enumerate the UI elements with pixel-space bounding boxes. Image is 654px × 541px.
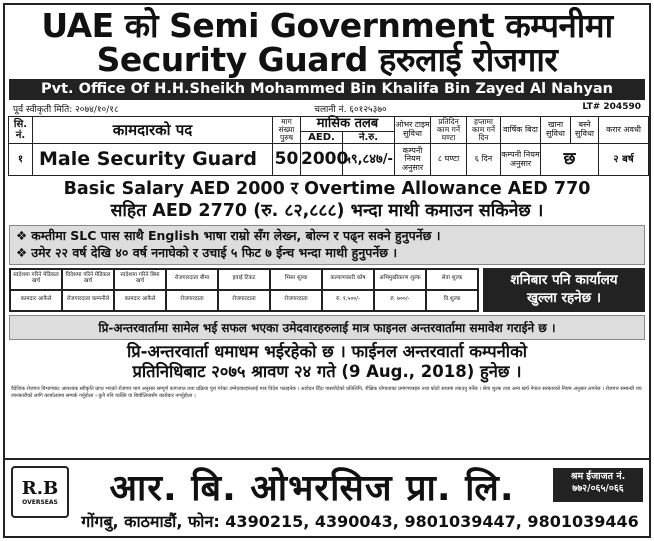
saturday-line2: खुल्ला रहनेछ । — [527, 289, 601, 306]
cost-cell: स्वदेशमा गरिने मेडिकल खर्च — [10, 269, 62, 290]
cost-cell: रोजगारदाता — [166, 290, 218, 311]
diamond-bullet-icon: ❖ — [16, 227, 28, 243]
license-label: श्रम ईजाजत नं. — [570, 471, 626, 482]
cell-npr: ५९,८४७/- — [343, 144, 395, 176]
lt-number: LT# 204590 — [582, 102, 641, 112]
col-contract: करार अवधी — [599, 117, 649, 144]
cost-cell: कल्याणकारी कोष — [322, 269, 374, 290]
cost-cell: भिसा शुल्क — [270, 269, 322, 290]
cost-cell: कामदार आफैले — [114, 290, 166, 311]
headline-line2: Security Guard हरुलाई रोजगार — [96, 40, 558, 79]
cost-cell: हवाई टिकट — [218, 269, 270, 290]
table-header-row — [9, 117, 649, 132]
logo-name: OVERSEAS — [22, 499, 58, 506]
salary-line1: Basic Salary AED 2000 र Overtime Allowance AED 770 — [63, 179, 591, 200]
cost-cell: रोजगारदाता बीमा — [166, 269, 218, 290]
cell-overtime: कम्पनी नियम अनुसार — [395, 144, 431, 176]
cost-cell: कामदार आफैले — [10, 290, 62, 311]
job-table — [8, 116, 649, 176]
employer-bar: Pvt. Office Of H.H.Sheikh Mohammed Bin Khalifa Bin Zayed Al Nahyan — [9, 79, 645, 100]
col-npr: ने.रु. — [343, 132, 395, 144]
fine-print: वैदेशिक रोजगार विभागबाट आवश्यक स्वीकृति प्राप्त भएको रोजगार माग अनुसार सम्पूर्ण कागजात तथा प्रक्रिया पुरा गरेका उम्मेदवारहरुलाई मात्र विदेश पठाइनेछ । आवेदन दिँदा पासपोर्टको प्रतिलिपि, शैक्षिक योग्यताका प्रमाणपत्रहरु तथा फोटो साथमा ल्याउनु पर्नेछ । सेवा शुल्क तथा अन्य खर्च नेपाल सरकारको नियम अनुसार लाग्नेछ । रोजगार सम्बन्धी थप जानकारीको लागि कार्यालयमा सम्पर्क गर्नुहोला । कुनै पनि व्यक्ति वा बिचौलियासँग कारोबार नगर्नुहोला । — [11, 385, 642, 399]
salary-block — [5, 179, 649, 222]
col-post: कामदारको पद — [33, 117, 273, 144]
cost-cell: स्वदेशमा गरिने बिमा खर्च — [114, 269, 166, 290]
col-food: खाना सुविधा — [541, 117, 571, 144]
cost-cell: रु. १,५००/- — [322, 290, 374, 311]
saturday-line1: शनिबार पनि कार्यालय — [510, 272, 618, 289]
salary-line2: सहित AED 2770 (रु. ८२,८८८) भन्दा माथी कमाउन सकिनेछ । — [110, 200, 544, 221]
interview-line2: प्रतिनिधिबाट २०७५ श्रावण २४ गते (9 Aug., 2018) हुनेछ । — [132, 361, 522, 381]
saturday-notice — [483, 268, 645, 312]
col-hours: प्रतिदिन काम गर्ने घण्टा — [431, 117, 467, 144]
table-row — [9, 144, 649, 176]
requirements-box — [9, 225, 645, 265]
col-accommodation: बस्ने सुविधा — [571, 117, 599, 144]
cell-post: Male Security Guard — [33, 144, 273, 176]
interview-line1: प्रि-अन्तरवार्ता धमाधम भईरहेको छ । फाईनल अन्तरवार्ता कम्पनीको — [126, 341, 528, 361]
cost-table — [9, 268, 479, 312]
list-item — [16, 245, 638, 262]
requirement-text: उमेर २२ वर्ष देखि ४० वर्ष ननाघेको र उचाई ५ फिट ७ ईन्च भन्दा माथी हुनुपर्नेछ । — [31, 244, 398, 260]
job-advertisement — [3, 3, 651, 538]
approval-meta — [5, 100, 649, 116]
headline-line1: UAE को Semi Government कम्पनीमा — [41, 6, 613, 45]
company-name: आर. बि. ओभरसिज प्रा. लि. — [109, 468, 515, 509]
footer — [5, 458, 649, 536]
cost-cell: रु. ७००/- — [374, 290, 426, 311]
contact-line: गोंगबु, काठमाडौं, फोन: 4390215, 4390043, 9801039447, 9801039446 — [81, 512, 639, 531]
cost-cell: वि.शुल्क — [426, 290, 478, 311]
logo-mark: R.B — [21, 478, 59, 499]
col-salary: मासिक तलब — [301, 117, 395, 132]
cell-contract: २ बर्ष — [599, 144, 649, 176]
cell-hours: ८ घण्टा — [431, 144, 467, 176]
cost-cell: रोजगारदाता — [218, 290, 270, 311]
cost-cell: अभिमुखीकरण शुल्क — [374, 269, 426, 290]
col-aed: AED. — [301, 132, 343, 144]
cost-cell: रोजगारदाता कम्पनीले — [62, 290, 114, 311]
list-item — [16, 228, 638, 245]
cost-cell: सेवा शुल्क — [426, 269, 478, 290]
col-overtime: ओभर टाइम सुविधा — [395, 117, 431, 144]
docs-row — [9, 268, 645, 312]
requirement-text: कम्तीमा SLC पास साथै English भाषा राम्रो सँग लेख्न, बोल्न र पढ्न सक्ने हुनुपर्नेछ । — [31, 227, 441, 243]
cost-cell: विदेशमा गरिने मेडिकल खर्च — [62, 269, 114, 290]
cell-sn: १ — [9, 144, 33, 176]
col-sn: सि. नं. — [9, 117, 33, 144]
cell-demand: 50 — [273, 144, 301, 176]
license-box — [553, 468, 643, 502]
col-demand: माग संख्या पुरुष — [273, 117, 301, 144]
license-number: ७७२/०६५/०६६ — [572, 483, 624, 495]
col-leave: वार्षिक बिदा — [501, 117, 541, 144]
company-logo — [11, 466, 69, 518]
cell-aed: 2000 — [301, 144, 343, 176]
cell-food-accommodation: छ — [541, 144, 599, 176]
cost-cell: रोजगारदाता — [270, 290, 322, 311]
cell-leave: कम्पनी नियम अनुसार — [501, 144, 541, 176]
interview-block — [5, 342, 649, 382]
col-days: हप्तामा काम गर्ने दिन — [467, 117, 501, 144]
diamond-bullet-icon: ❖ — [16, 244, 28, 260]
approval-date: पूर्व स्वीकृती मिति: २०७४/१०/१८ — [13, 105, 119, 115]
pre-interview-banner: प्रि-अन्तरवार्तामा सामेल भई सफल भएका उमेदवारहरुलाई मात्र फाइनल अन्तरवार्तामा समावेश गराईने छ । — [9, 315, 645, 340]
chalani-number: चलानी नं. ६०१२५३७० — [314, 105, 387, 115]
cell-days: ६ दिन — [467, 144, 501, 176]
